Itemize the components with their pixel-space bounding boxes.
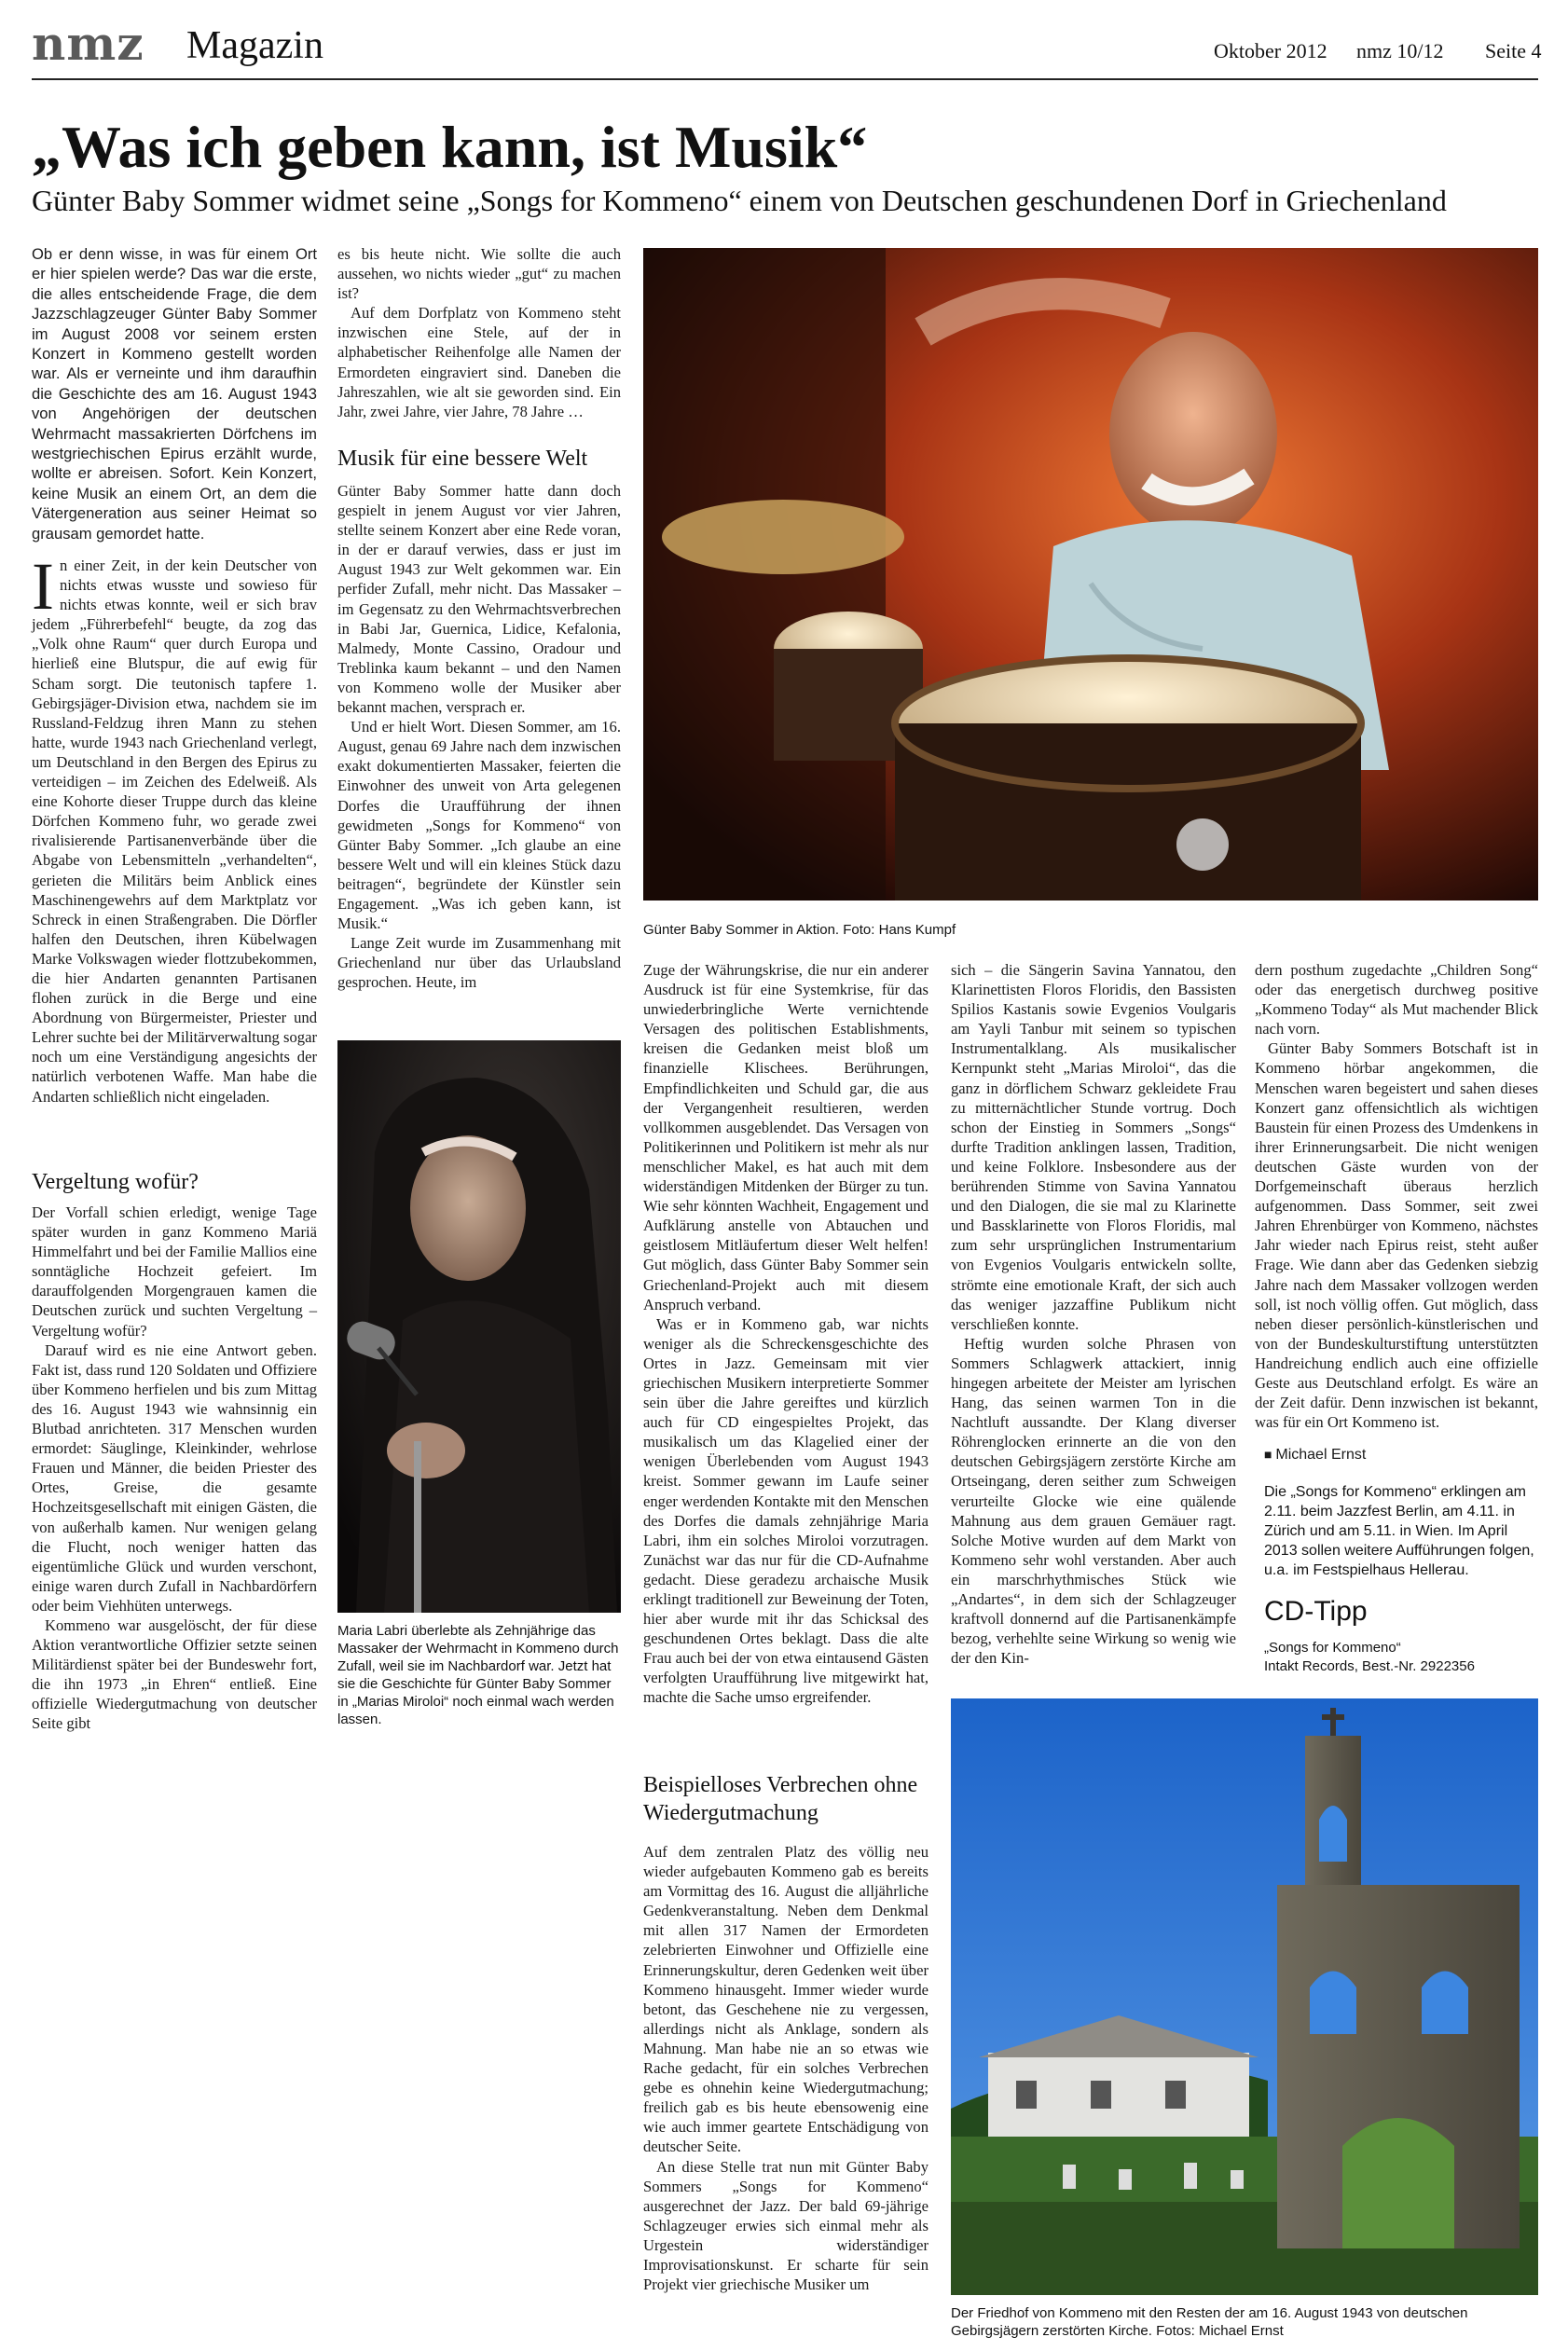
subhead-vergeltung: Vergeltung wofür? (32, 1170, 199, 1194)
body-paragraph: Auf dem Dorfplatz von Kommeno steht inzwischen eine Stele, auf der in alphabetischer Reihenfolge alle Namen der Ermordeten eingraviert sind. Daneben die Jahreszahlen, wie alt sie geworden sind. Ein Jahr, zwei Jahre, vier Jahre, 78 Jahre … (337, 304, 621, 420)
body-paragraph: dern posthum zugedachte „Children Song“ oder das energetisch durchweg positive „Kommeno Today“ als Mut machender Blick nach vorn. (1255, 961, 1538, 1038)
subhead-musik: Musik für eine bessere Welt (337, 447, 588, 471)
body-paragraph: Der Vorfall schien erledigt, wenige Tage später wurden in ganz Kommeno Mariä Himmelfahrt und bei der Familie Mallios eine sonntägliche Hochzeit gefeiert. Im darauffolgenden Morgengrauen kamen die Deutschen zurück und suchten Vergeltung – Vergeltung wofür? (32, 1203, 317, 1340)
cd-tip-line-1: „Songs for Kommeno“ (1264, 1640, 1401, 1656)
subheadline: Günter Baby Sommer widmet seine „Songs for Kommeno“ einem von Deutschen geschundenen Dorf in Griechenland (32, 184, 1447, 217)
cd-tip-title: CD-Tipp (1264, 1596, 1368, 1627)
caption-church: Der Friedhof von Kommeno mit den Resten der am 16. August 1943 von deutschen Gebirgsjägern zerstörten Kirche. Fotos: Michael Ernst (951, 2305, 1468, 2339)
column-3-body-2 (643, 1842, 928, 2327)
caption-singer: Maria Labri überlebte als Zehnjährige das Massaker der Wehrmacht in Kommeno durch Zufall, weil sie im Nachbardorf war. Jetzt hat sie die Geschichte für Günter Baby Sommer in „Marias Miroloi“ noch einmal wach werden lassen. (337, 1623, 619, 1727)
column-2-body (337, 244, 621, 440)
body-paragraph: Kommeno war ausgelöscht, der für diese Aktion verantwortliche Offizier setzte seinen Militärdienst später bei der Bundeswehr fort, die ihn 1973 „in Ehren“ entließ. Eine offizielle Wiedergutmachung von deutscher Seite gibt (32, 1615, 317, 1733)
body-paragraph: Was er in Kommeno gab, war nichts weniger als die Schreckensgeschichte des Ortes in Jazz. Gemeinsam mit vier griechischen Musikern interpretierte Sommer sein über die Jahre gereiftes und kürzlich auch für CD eingespieltes Projekt, das musikalisch um das Klagelied einer der wenigen Überlebenden vom August 1943 kreist. Sommer gewann im Laufe seiner enger werdenden Kontakte mit den Menschen des Dorfes die damals zehnjährige Maria Labri, ihm ein solches Miroloi vorzutragen. Zunächst war das nur für die CD-Aufnahme gedacht. Diese geradezu archaische Musik erklingt traditionell zur Beweinung der Toten, hier aber wurde mit ihr das Schicksal des geschundenen Ortes beklagt. Dass die alte Frau auch bei der von etwa eintausend Gästen verfolgten Uraufführung live mitgewirkt hat, machte die Sache umso ergreifender. (643, 1314, 928, 1707)
body-paragraph: An diese Stelle trat nun mit Günter Baby Sommers „Songs for Kommeno“ ausgerechnet der Jazz. Der bald 69-jährige Schlagzeuger erwies sich einmal mehr als Urgestein widerständiger Improvisationskunst. Er scharte für sein Projekt vier griechische Musiker um (643, 2157, 928, 2294)
column-3-body (643, 960, 928, 1771)
church-photo-image (951, 1698, 1538, 2295)
body-paragraph: Heftig wurden solche Phrasen von Sommers Schlagwerk attackiert, innig hingegen arbeitete der Meister am lyrischen Hang, das seinen warmen Ton in die Nachtluft aussandte. Der Klang diverser Röhrenglocken erinnerte an die von den deutschen Gebirgsjägern zerstörte Kirche am Ortseingang, deren seither zum Schweigen verurteilte Glocke wie eine quälende Mahnung aus dem grauen Gemäuer ragt. Solche Motive wurden auf dem Markt von Kommeno sehr wohl verstanden. Aber auch ein marschrhythmisches Stück wie „Andartes“, in dem sich der Schlagzeuger kraftvoll donnernd auf die Partisanenkämpfe bezog, verhehlte seine Wirkung so wenig wie der den Kin- (951, 1334, 1236, 1668)
intro-paragraph: Ob er denn wisse, in was für einem Ort er hier spielen werde? Das war die erste, die alles entscheidende Frage, die dem Jazzschlagzeuger Günter Baby Sommer im August 2008 vor seinem ersten Konzert in Kommeno gestellt worden war. Als er verneinte und ihm daraufhin die Geschichte des am 16. August 1943 von Angehörigen der deutschen Wehrmacht massakrierten Dörfchens im westgriechischen Epirus erzählt wurde, wollte er abreisen. Sofort. Kein Konzert, keine Musik an einem Ort, an dem die Vätergeneration aus seiner Heimat so grausam gemordet hatte. (32, 245, 317, 543)
column-4-body (951, 960, 1236, 1697)
author-byline: ■ Michael Ernst (1264, 1447, 1366, 1464)
body-paragraph: Günter Baby Sommer hatte dann doch gespielt in jenem August vor vier Jahren, stellte seinem Konzert aber eine Rede voran, in der er darauf verwies, dass er just im August 1943 zur Welt gekommen war. Ein perfider Zufall, mehr nicht. Das Massaker – im Gegensatz zu den Wehrmachtsverbrechen in Babi Jar, Guernica, Lidice, Kefalonia, Malmedy, Monte Cassino, Oradour und Treblinka kaum bekannt – und den Namen von Kommeno wolle der Musiker aber bekannt machen, versprach er. (337, 482, 621, 717)
caption-drummer: Günter Baby Sommer in Aktion. Foto: Hans Kumpf (643, 922, 956, 938)
issue-number: nmz 10/12 (1356, 39, 1444, 62)
column-5-body (1255, 960, 1538, 1445)
body-paragraph: Günter Baby Sommers Botschaft ist in Kommeno hörbar angekommen, die Menschen waren begeistert und sahen dieses Konzert ganz offensichtlich als wichtigen Baustein für einen Prozess des Umdenkens in ihrer Erinnerungsarbeit. Die nicht wenigen deutschen Gäste wurden von der Dorfgemeinschaft überaus herzlich aufgenommen. Dass Sommer, seit zwei Jahren Ehrenbürger von Kommeno, nächstes Jahr wieder nach Epirus reist, steht außer Frage. Wie dann aber das Gedenken siebzig Jahre nach dem Massaker vollzogen werden soll, ist noch völlig offen. Gut möglich, dass neben dieser persönlich-künstlerischen und von der Bundeskulturstiftung unterstützten Handreichung endlich auch eine offizielle Geste aus Deutschland erfolgt. Es wäre an der Zeit dafür. Denn inzwischen ist bekannt, was für ein Ort Kommeno ist. (1255, 1039, 1538, 1432)
section-title: Magazin (186, 24, 323, 67)
singer-photo-image (337, 1040, 621, 1613)
page-number: Seite 4 (1485, 39, 1542, 62)
drummer-photo-image (643, 248, 1538, 901)
column-1-body-2 (32, 1203, 317, 1762)
photo-maria-labri (337, 1040, 621, 1613)
photo-drummer (643, 248, 1538, 901)
photo-church (951, 1698, 1538, 2295)
body-paragraph: Und er hielt Wort. Diesen Sommer, am 16. August, genau 69 Jahre nach dem inzwischen exakt dokumentierten Massaker, feierten die Einwohner des unweit von Arta gelegenen Dorfes die Uraufführung der ihnen gewidmeten „Songs for Kommeno“ von Günter Baby Sommer. „Ich glaube an eine bessere Welt und will ein kleines Stück dazu beitragen“, begründete der Künstler sein Engagement. „Was ich geben kann, ist Musik.“ (337, 718, 621, 933)
concert-dates-note: Die „Songs for Kommeno“ erklingen am 2.11. beim Jazzfest Berlin, am 4.11. in Zürich und am 5.11. in Wien. Im April 2013 sollen weitere Aufführungen folgen, u.a. im Festspielhaus Hellerau. (1264, 1484, 1534, 1578)
body-paragraph: Lange Zeit wurde im Zusammenhang mit Griechenland nur über das Urlaubsland gesprochen. Heute, im (337, 934, 621, 992)
body-paragraph: In einer Zeit, in der kein Deutscher von nichts etwas wusste und sowieso für nichts etwas konnte, weil er sich brav jedem „Führerbefehl“ beugte, da zog das „Volk ohne Raum“ quer durch Europa und hierließ eine Blutspur, die auf ewig für Scham sorgt. Die teutonisch tapfere 1. Gebirgsjäger-Division etwa, nachdem sie im Russland-Feldzug ihren Mann zu stehen hatte, wurde 1943 nach Griechenland verlegt, um Deutschland in den Bergen des Epirus zu verteidigen – im Zeichen des Edelweiß. Als eine Kohorte dieser Truppe durch das kleine Dörfchen Kommeno fuhr, wo gerade zwei rivalisierende Partisanenverbände über die Abgabe von Lebensmitteln „verhandelten“, gerieten die Militärs beim Anblick eines Maschinengewehrs auf dem Marktplatz vor Schreck in einen Straßengraben. Die Dörfler halfen den Deutschen, ihren Kübelwagen Marke Volkswagen wieder flottzubekommen, die hier Andarten genannten Partisanen flohen zurück in die Berge und eine Abordnung von Bürgermeister, Priester und Lehrer suchte bei der Militärverwaltung sogar noch um eine Verständigung angesichts der natürlich verbotenen Waffe. Man habe die Andarten schließlich nicht eingeladen. (32, 549, 317, 1106)
headline: „Was ich geben kann, ist Musik“ (32, 114, 868, 180)
nmz-logo: nmz (32, 16, 144, 71)
column-2-body-2 (337, 481, 621, 1022)
body-paragraph: es bis heute nicht. Wie sollte die auch aussehen, wo nichts wieder „gut“ zu machen ist? (337, 245, 621, 303)
body-paragraph: sich – die Sängerin Savina Yannatou, den Klarinettisten Floros Floridis, den Bassisten Spilios Kastanis sowie Evgenios Voulgaris am Yayli Tanbur mit seinem so typischen Instrumentalklang. Als musikalischer Kernpunkt steht „Marias Miroloi“, das die ganz in dörflichem Schwarz gekleidete Frau zu mitternächtlicher Stunde vortrug. Doch schon der Einstieg in Sommers „Songs“ durfte Tradition anklingen lassen, Tradition, und keine Folklore. Insbesondere aus der berührenden Stimme von Savina Yannatou und den Dialogen, die sie mal zu Klarinette und Bassklarinette von Floros Floridis, mal zum sehr ursprünglichen Instrumentarium von Evgenios Voulgaris entwickeln sollte, strömte eine emotionale Kraft, der sich auch das weniger jazzaffine Publikum nicht verschließen konnte. (951, 961, 1236, 1333)
column-1-body (32, 549, 317, 1134)
body-paragraph: Auf dem zentralen Platz des völlig neu wieder aufgebauten Kommeno gab es bereits am Vormittag des 16. August die alljährliche Gedenkveranstaltung. Neben dem Denkmal mit allen 317 Namen der Ermordeten zelebrierten Einwohner und Offizielle eine Erinnerungskultur, deren Gedenken weit über Kommeno hinausgeht. Immer wieder wurde betont, das Geschehene nie zu vergessen, allerdings nicht als Anklage, sondern als Mahnung. Man habe nie an so etwas wie Rache gedacht, für ein solches Verbrechen gebe es ohnehin keine Wiedergutmachung; freilich gab es bis heute ebensowenig eine wie auch immer geartete Entschädigung von deutscher Seite. (643, 1843, 928, 2156)
body-paragraph: Zuge der Währungskrise, die nur ein anderer Ausdruck ist für eine Systemkrise, für das unwiederbringliche Werte vernichtende Versagen des politischen Establishments, kreisen die Gedanken meist bloß um finanzielle Klischees. Berührungen, Empfindlichkeiten und Schuld gar, die aus der Vergangenheit resultieren, werden vollkommen ausgeblendet. Das Versagen von Politikerinnen und Politikern ist mehr als nur menschlicher Makel, es hat auch mit dem widerständigen Mitdenken der Bürger zu tun. Wie sehr könnten Wachheit, Engagement und Aufklärung anstelle von Abtauchen und geistlosem Mitläufertum dieser Welt helfen! Gut möglich, dass Günter Baby Sommer sein Griechenland-Projekt auch mit diesem Anspruch verband. (643, 961, 928, 1313)
body-paragraph: Darauf wird es nie eine Antwort geben. Fakt ist, dass rund 120 Soldaten und Offiziere über Kommeno herfielen und bis zum Mittag des 16. August 1943 wie wahnsinnig ein Blutbad anrichteten. 317 Menschen wurden ermordet: Säuglinge, Kleinkinder, wehrlose Frauen und Männer, die beiden Priester des Ortes, Greise, die gesamte Hochzeitsgesellschaft mit einigen Gästen, die von außerhalb kamen. Nur wenigen gelang die Flucht, noch weniger hatten das eigentümliche Glück und wurden verschont, einige waren durch Zufall in Nachbardörfern oder beim Viehhüten unterwegs. (32, 1340, 317, 1615)
issue-date: Oktober 2012 (1214, 39, 1327, 62)
cd-tip-line-2: Intakt Records, Best.-Nr. 2922356 (1264, 1658, 1475, 1674)
header-rule (32, 78, 1538, 80)
subhead-verbrechen: Beispielloses Verbrechen ohne Wiedergutmachung (643, 1773, 918, 1825)
